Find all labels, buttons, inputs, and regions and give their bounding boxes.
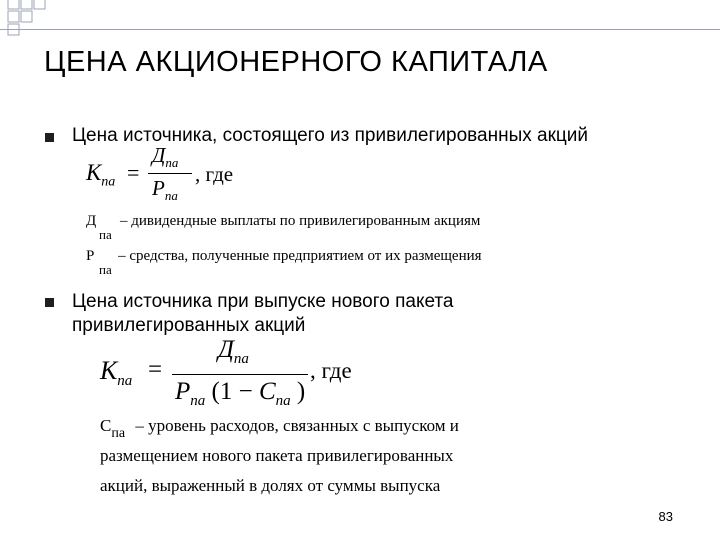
- definition-costs-line3: акций, выраженный в долях от суммы выпуска: [100, 476, 441, 495]
- header-rule: [0, 29, 720, 30]
- definition-costs-line1: $С_{па}$ – уровень расходов, связанных с выпуском и: [100, 416, 459, 441]
- formula-denominator: $Р_{па}$ ($1 - С_{па}$ ): [175, 378, 306, 409]
- bullet-text-new-issue-line1: Цена источника при выпуске нового пакета: [72, 291, 454, 312]
- fraction-bar: [148, 173, 192, 174]
- bullet-square-icon: [45, 133, 54, 142]
- formula-lhs: $К_{па}$: [86, 160, 116, 190]
- formula-denominator: $Р_{па}$: [152, 176, 178, 204]
- formula-lhs: $К_{па}$: [100, 356, 133, 390]
- corner-decoration: [0, 0, 80, 40]
- bullet-square-icon: [45, 298, 54, 307]
- formula-tail: , где: [310, 358, 352, 383]
- formula-equals: =: [148, 356, 163, 383]
- formula-numerator: $Д_{па}$: [152, 143, 179, 171]
- page-number: 83: [658, 509, 673, 524]
- formula-tail: , где: [195, 162, 234, 186]
- definition-proceeds-sub: па: [99, 262, 112, 277]
- bullet-text-new-issue-line2: привилегированных акций: [72, 315, 306, 336]
- slide-title: ЦЕНА АКЦИОНЕРНОГО КАПИТАЛА: [44, 46, 548, 78]
- formula-numerator: $Д_{па}$: [218, 336, 249, 367]
- definition-proceeds: Р – средства, полученные предприятием от их размещения: [86, 248, 482, 264]
- definition-dividends: Д – дивидендные выплаты по привилегированным акциям: [86, 213, 481, 229]
- bullet-text-preferred-shares: Цена источника, состоящего из привилегированных акций: [72, 125, 589, 146]
- definition-costs-line2: размещением нового пакета привилегированных: [100, 446, 454, 465]
- definition-dividends-sub: па: [99, 227, 112, 242]
- formula-equals: =: [127, 160, 140, 185]
- fraction-bar: [172, 374, 308, 375]
